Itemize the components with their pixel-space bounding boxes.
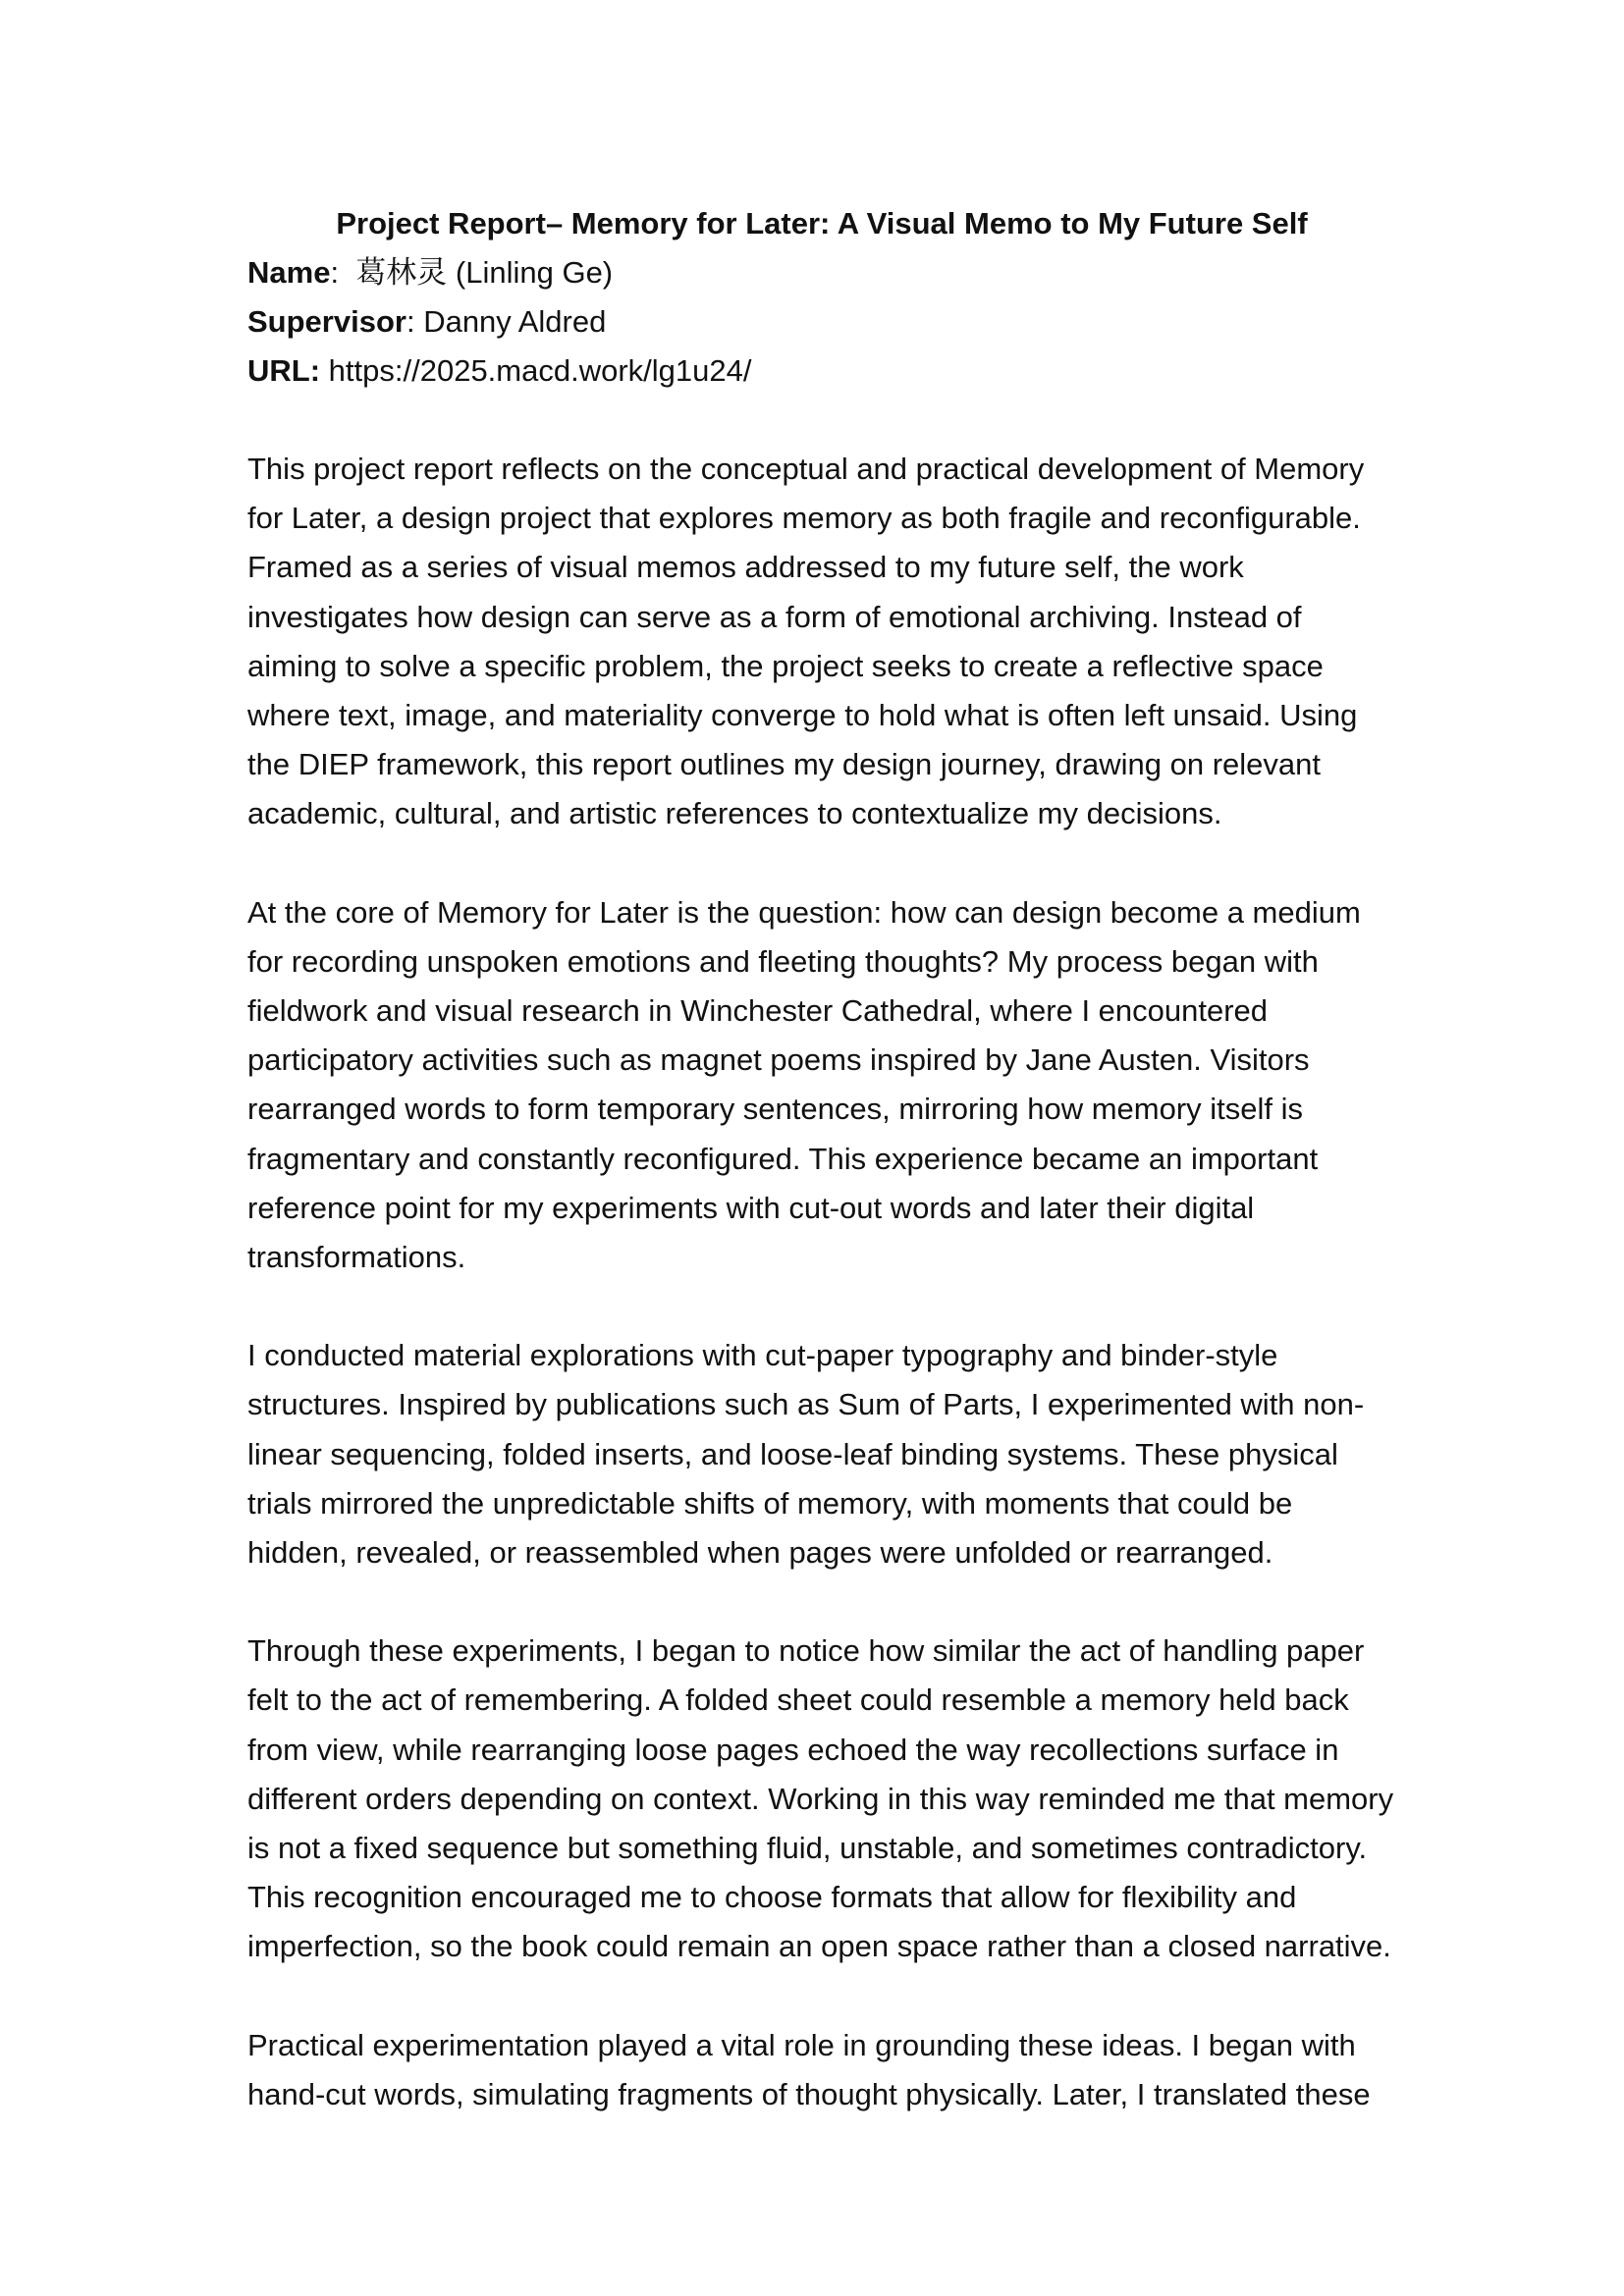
name-label: Name — [247, 255, 331, 290]
document-title: Project Report– Memory for Later: A Visual Memo to My Future Self — [336, 206, 1308, 240]
paragraph-material-explorations: I conducted material explorations with cut-paper typography and binder-style structures. Inspired by publications such as Sum of Parts, I experimented with non-linear sequencing, folded inserts, and loose-leaf binding systems. These physical trials mirrored the unpredictable shifts of memory, with moments that could be hidden, revealed, or reassembled when pages were unfolded or rearranged. — [247, 1338, 1365, 1571]
paragraph-practical-experimentation: Practical experimentation played a vital role in grounding these ideas. I began with hand-cut words, simulating fragments of thought physically. Later, I translated these — [247, 2027, 1371, 2111]
page-content — [247, 199, 1396, 2119]
paragraph-intro: This project report reflects on the conceptual and practical development of Memory for Later, a design project that explores memory as both fragile and reconfigurable. Framed as a series of visual memos addressed to my future self, the work investigates how design can serve as a form of emotional archiving. Instead of aiming to solve a specific problem, the project seeks to create a reflective space where text, image, and materiality converge to hold what is often left unsaid. Using the DIEP framework, this report outlines my design journey, drawing on relevant academic, cultural, and artistic references to contextualize my decisions. — [247, 452, 1365, 831]
name-line: Name: 葛林灵 (Linling Ge) — [247, 255, 614, 290]
name-value: 葛林灵 (Linling Ge) — [355, 255, 614, 290]
supervisor-value: Danny Aldred — [423, 304, 607, 339]
supervisor-label: Supervisor — [247, 304, 406, 339]
url-label: URL: — [247, 353, 321, 388]
paragraph-core-question: At the core of Memory for Later is the question: how can design become a medium for recording unspoken emotions and fleeting thoughts? My process began with fieldwork and visual research in Winchester Cathedral, where I encountered participatory activities such as magnet poems inspired by Jane Austen. Visitors rearranged words to form temporary sentences, mirroring how memory itself is fragmentary and constantly reconfigured. This experience became an important reference point for my experiments with cut-out words and later their digital transformations. — [247, 894, 1361, 1275]
paragraph-handling-paper: Through these experiments, I began to notice how similar the act of handling paper felt to the act of remembering. A folded sheet could resemble a memory held back from view, while rearranging loose pages echoed the way recollections surface in different orders depending on context. Working in this way reminded me that memory is not a fixed sequence but something fluid, unstable, and sometimes contradictory. This recognition encouraged me to choose formats that allow for flexibility and imperfection, so the book could remain an open space rather than a closed narrative. — [247, 1633, 1394, 1964]
supervisor-line: Supervisor: Danny Aldred — [247, 304, 607, 339]
url-value[interactable]: https://2025.macd.work/lg1u24/ — [328, 353, 752, 388]
url-line — [247, 347, 1396, 396]
